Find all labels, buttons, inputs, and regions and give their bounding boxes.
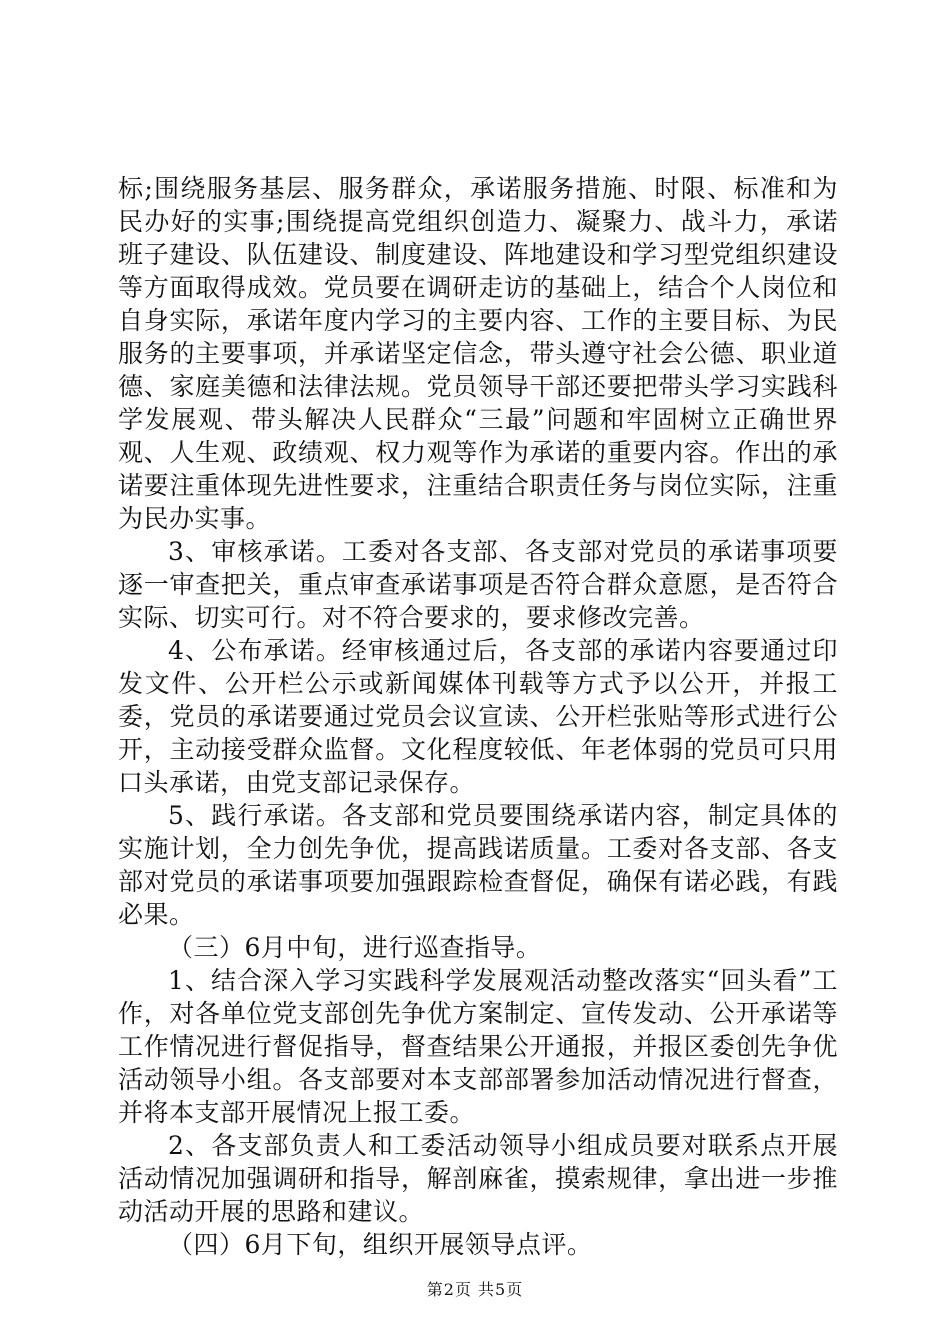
page-number-footer: 第2页 共5页 [426, 1280, 524, 1299]
paragraph-inspection-guidance: 1、结合深入学习实践科学发展观活动整改落实“回头看”工作，对各单位党支部创先争优方案制定、宣传发动、公开承诺等工作情况进行督促指导，督查结果公开通报，并报区委创先争优活动领导小组。各支部要对本支部部署参加活动情况进行督查，并将本支部开展情况上报工委。 [118, 966, 838, 1127]
paragraph-practice-commitment: 5、践行承诺。各支部和党员要围绕承诺内容，制定具体的实施计划，全力创先争优，提高践诺质量。工委对各支部、各支部对党员的承诺事项要加强跟踪检查督促，确保有诺必践，有践必果。 [118, 801, 838, 929]
document-body [118, 172, 838, 1261]
paragraph-review-commitment: 3、审核承诺。工委对各支部、各支部对党员的承诺事项要逐一审查把关，重点审查承诺事项是否符合群众意愿，是否符合实际、切实可行。对不符合要求的，要求修改完善。 [118, 537, 838, 632]
section-heading-mid-june: （三）6月中旬，进行巡查指导。 [168, 933, 542, 962]
paragraph-commitment-content: 标;围绕服务基层、服务群众，承诺服务措施、时限、标准和为民办好的实事;围绕提高党组织创造力、凝聚力、战斗力，承诺班子建设、队伍建设、制度建设、阵地建设和学习型党组织建设等方面取得成效。党员要在调研走访的基础上，结合个人岗位和自身实际，承诺年度内学习的主要内容、工作的主要目标、为民服务的主要事项，并承诺坚定信念，带头遵守社会公德、职业道德、家庭美德和法律法规。党员领导干部还要把带头学习实践科学发展观、带头解决人民群众“三最”问题和牢固树立正确世界观、人生观、政绩观、权力观等作为承诺的重要内容。作出的承诺要注重体现先进性要求，注重结合职责任务与岗位实际，注重为民办实事。 [118, 174, 838, 533]
section-heading-late-june: （四）6月下旬，组织开展领导点评。 [168, 1230, 593, 1259]
paragraph-research-guidance: 2、各支部负责人和工委活动领导小组成员要对联系点开展活动情况加强调研和指导，解剖麻雀，摸索规律，拿出进一步推动活动开展的思路和建议。 [118, 1131, 838, 1226]
paragraph-publish-commitment: 4、公布承诺。经审核通过后，各支部的承诺内容要通过印发文件、公开栏公示或新闻媒体刊载等方式予以公开，并报工委，党员的承诺要通过党员会议宣读、公开栏张贴等形式进行公开，主动接受群众监督。文化程度较低、年老体弱的党员可只用口头承诺，由党支部记录保存。 [118, 636, 838, 797]
